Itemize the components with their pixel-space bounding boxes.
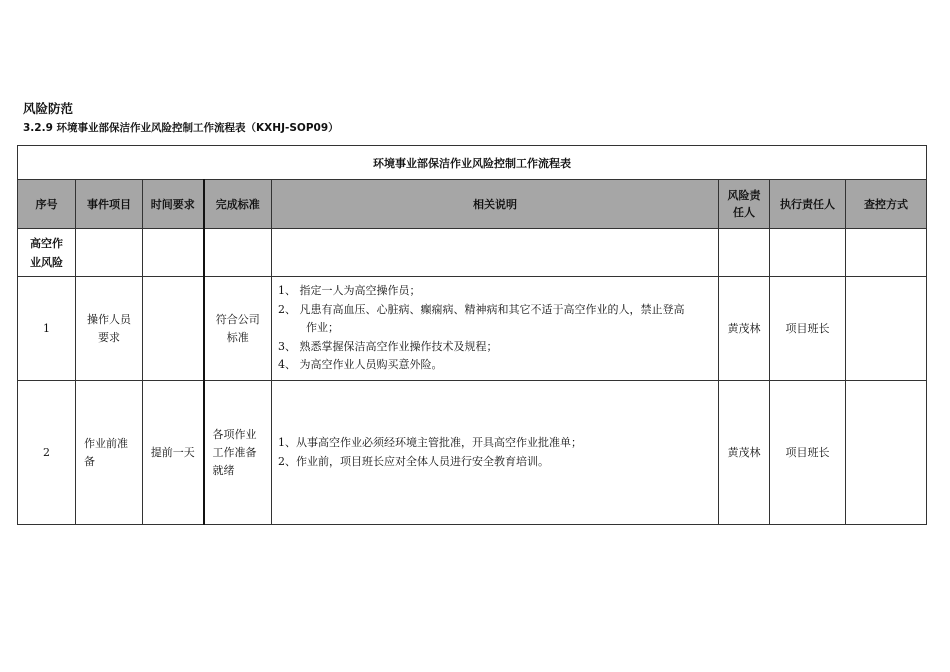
desc-line: 1、从事高空作业必须经环境主管批准，开具高空作业批准单； [278,436,582,449]
header-inspection: 查控方式 [846,180,927,229]
row-item [76,277,143,381]
header-risk-owner-line2: 任人 [733,206,755,219]
category-row [18,229,927,277]
row-executor: 项目班长 [770,381,846,525]
header-description: 相关说明 [272,180,719,229]
desc-line: 2、 凡患有高血压、心脏病、癫痫病、精神病和其它不适于高空作业的人，禁止登高 [278,302,685,316]
empty-cell [846,229,927,277]
empty-cell [272,229,719,277]
row-seq: 1 [18,277,76,381]
row-item-line1: 作业前准 [84,436,128,450]
row-description [272,277,719,381]
table-title: 环境事业部保洁作业风险控制工作流程表 [18,146,927,180]
empty-cell [204,229,272,277]
row-risk-owner: 黄茂林 [719,381,770,525]
table-row [18,277,927,381]
desc-line: 1、 指定一人为高空操作员； [278,284,421,298]
header-seq: 序号 [18,180,76,229]
row-risk-owner: 黄茂林 [719,277,770,381]
table-header-row [18,180,927,229]
empty-cell [76,229,143,277]
row-seq: 2 [18,381,76,525]
header-item: 事件项目 [76,180,143,229]
row-item-line1: 操作人员 [87,312,131,326]
desc-line: 3、 熟悉掌握保洁高空作业操作技术及规程； [278,339,498,353]
header-time: 时间要求 [143,180,204,229]
row-inspection [846,277,927,381]
row-item-line2: 要求 [98,330,120,344]
section-subheading: 3.2.9 环境事业部保洁作业风险控制工作流程表（KXHJ-SOP09） [23,122,339,134]
desc-line: 作业； [306,321,339,335]
row-time: 提前一天 [143,381,204,525]
row-inspection [846,381,927,525]
desc-line: 2、作业前，项目班长应对全体人员进行安全教育培训。 [278,454,549,468]
empty-cell [770,229,846,277]
row-description [272,381,719,525]
row-item-line2: 备 [84,454,95,468]
empty-cell [719,229,770,277]
row-standard [204,381,272,525]
row-standard-line2: 标准 [226,330,249,344]
category-label [18,229,76,277]
row-time [143,277,204,381]
row-standard-line3: 就绪 [212,463,235,477]
row-standard-line1: 各项作业 [212,427,257,441]
header-risk-owner-line1: 风险责 [727,189,761,202]
desc-line: 4、 为高空作业人员购买意外险。 [278,358,443,372]
header-risk-owner [719,180,770,229]
section-heading: 风险防范 [23,101,74,116]
header-executor: 执行责任人 [770,180,846,229]
category-label-line1: 高空作 [30,236,63,250]
empty-cell [143,229,204,277]
row-standard [204,277,272,381]
table-row [18,381,927,525]
header-standard: 完成标准 [204,180,272,229]
row-standard-line2: 工作准备 [212,445,257,459]
risk-control-table [17,145,927,525]
row-executor: 项目班长 [770,277,846,381]
category-label-line2: 业风险 [30,255,63,269]
row-item [76,381,143,525]
row-standard-line1: 符合公司 [215,312,260,326]
